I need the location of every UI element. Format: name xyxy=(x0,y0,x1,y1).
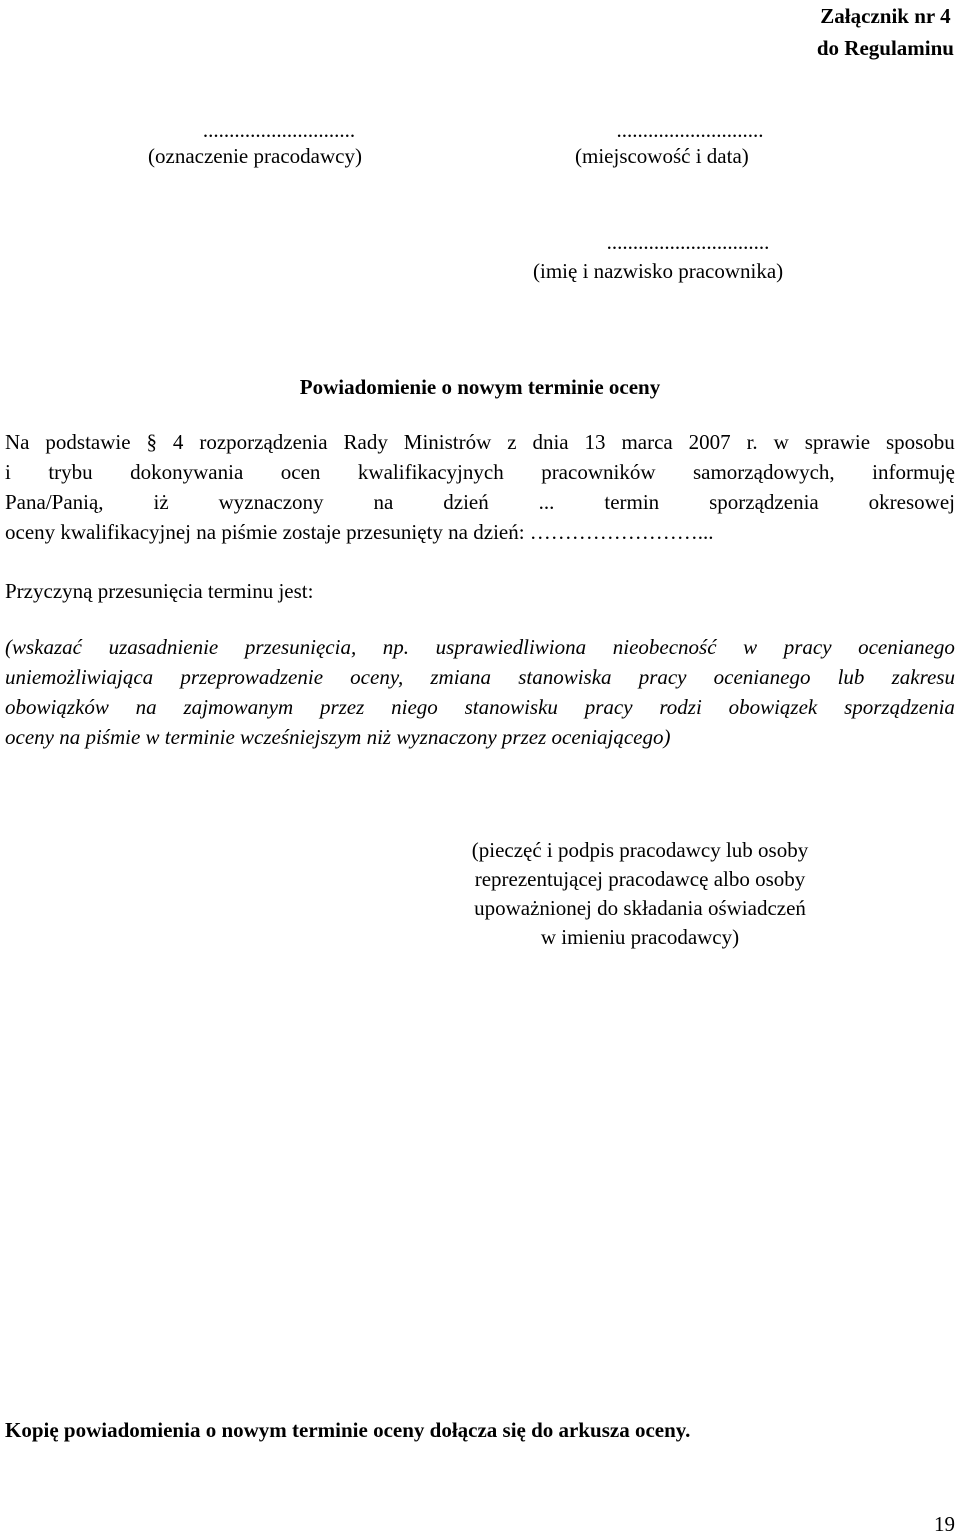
word: obowiązek xyxy=(728,695,818,719)
document-title: Powiadomienie o nowym terminie oceny xyxy=(299,375,661,399)
word: sposobu xyxy=(885,430,955,454)
word: np. xyxy=(382,635,410,659)
word: marca xyxy=(621,430,673,454)
word: w xyxy=(743,635,758,659)
word: stanowisku xyxy=(464,695,558,719)
word: lub xyxy=(837,665,865,689)
word: samorządowych, xyxy=(692,460,835,484)
hint-line-2 xyxy=(5,663,955,693)
word: usprawiedliwiona xyxy=(435,635,587,659)
word: 4 xyxy=(172,430,184,454)
word: rodzi xyxy=(659,695,702,719)
word: dokonywania xyxy=(130,460,244,484)
employer-caption: (oznaczenie pracodawcy) xyxy=(148,144,362,168)
word: przesunięcia, xyxy=(244,635,357,659)
word: sporządzenia xyxy=(709,490,819,514)
word: wyznaczony xyxy=(218,490,324,514)
word: § xyxy=(146,430,157,454)
footer-note: Kopię powiadomienia o nowym terminie oceny dołącza się do arkusza oceny. xyxy=(5,1418,691,1442)
hint-line-3 xyxy=(5,693,955,723)
employer-dots: ............................. xyxy=(202,118,356,142)
reason-label: Przyczyną przesunięcia terminu jest: xyxy=(5,579,314,603)
word: rozporządzenia xyxy=(199,430,328,454)
attachment-header xyxy=(817,0,954,64)
stamp-line-4: w imieniu pracodawcy) xyxy=(540,925,740,949)
word: iż xyxy=(153,490,169,514)
word: uzasadnienie xyxy=(108,635,219,659)
word: informuję xyxy=(872,460,955,484)
word: nieobecność xyxy=(612,635,717,659)
word: obowiązków xyxy=(5,695,109,719)
word: pracy xyxy=(638,665,687,689)
notice-paragraph xyxy=(5,427,955,547)
word: niego xyxy=(391,695,438,719)
word: uniemożliwiająca xyxy=(5,665,154,689)
word: r. xyxy=(746,430,758,454)
hint-line-4: oceny na piśmie w terminie wcześniejszym niż wyznaczony przez oceniającego) xyxy=(5,725,671,749)
word: sprawie xyxy=(804,430,871,454)
word: przeprowadzenie xyxy=(180,665,324,689)
word: stanowiska xyxy=(518,665,612,689)
word: na xyxy=(373,490,394,514)
word: przez xyxy=(319,695,365,719)
attachment-line-1: Załącznik nr 4 xyxy=(820,4,951,28)
paragraph-line-4: oceny kwalifikacyjnej na piśmie zostaje przesunięty na dzień: ……………………... xyxy=(5,520,714,544)
stamp-signature-caption xyxy=(400,836,880,952)
word: termin xyxy=(604,490,660,514)
word: Na xyxy=(5,430,30,454)
attachment-line-2: do Regulaminu xyxy=(816,36,954,60)
employee-name-caption: (imię i nazwisko pracownika) xyxy=(533,259,784,283)
word: Ministrów xyxy=(403,430,492,454)
reason-hint xyxy=(5,633,955,753)
word: 13 xyxy=(584,430,606,454)
word: 2007 xyxy=(688,430,731,454)
word: zajmowanym xyxy=(183,695,294,719)
stamp-line-1: (pieczęć i podpis pracodawcy lub osoby xyxy=(471,838,809,862)
word: kwalifikacyjnych xyxy=(357,460,504,484)
word: podstawie xyxy=(45,430,131,454)
word: zakresu xyxy=(891,665,955,689)
word: pracy xyxy=(783,635,832,659)
word: z xyxy=(507,430,517,454)
word: dzień xyxy=(443,490,489,514)
hint-line-1 xyxy=(5,633,955,663)
paragraph-line-1 xyxy=(5,427,955,457)
stamp-line-2: reprezentującej pracodawcę albo osoby xyxy=(474,867,806,891)
word: (wskazać xyxy=(5,635,82,659)
stamp-line-3: upoważnionej do składania oświadczeń xyxy=(474,896,806,920)
word: w xyxy=(773,430,789,454)
word: trybu xyxy=(48,460,93,484)
word: sporządzenia xyxy=(844,695,955,719)
paragraph-line-3 xyxy=(5,487,955,517)
word: okresowej xyxy=(868,490,955,514)
word: dnia xyxy=(532,430,569,454)
paragraph-line-2 xyxy=(5,457,955,487)
word: ocen xyxy=(280,460,321,484)
word: i xyxy=(5,460,11,484)
page-number: 19 xyxy=(934,1512,955,1536)
place-date-dots: ............................ xyxy=(616,118,764,142)
word: ocenianego xyxy=(858,635,955,659)
employee-name-dots: ............................... xyxy=(606,230,770,254)
word: Pana/Panią, xyxy=(5,490,104,514)
place-date-caption: (miejscowość i data) xyxy=(575,144,749,168)
word: pracy xyxy=(584,695,633,719)
word: pracowników xyxy=(541,460,656,484)
word: ocenianego xyxy=(713,665,811,689)
word: Rady xyxy=(343,430,388,454)
word: oceny, xyxy=(350,665,404,689)
word: ... xyxy=(538,490,555,514)
word: zmiana xyxy=(430,665,492,689)
word: na xyxy=(135,695,157,719)
